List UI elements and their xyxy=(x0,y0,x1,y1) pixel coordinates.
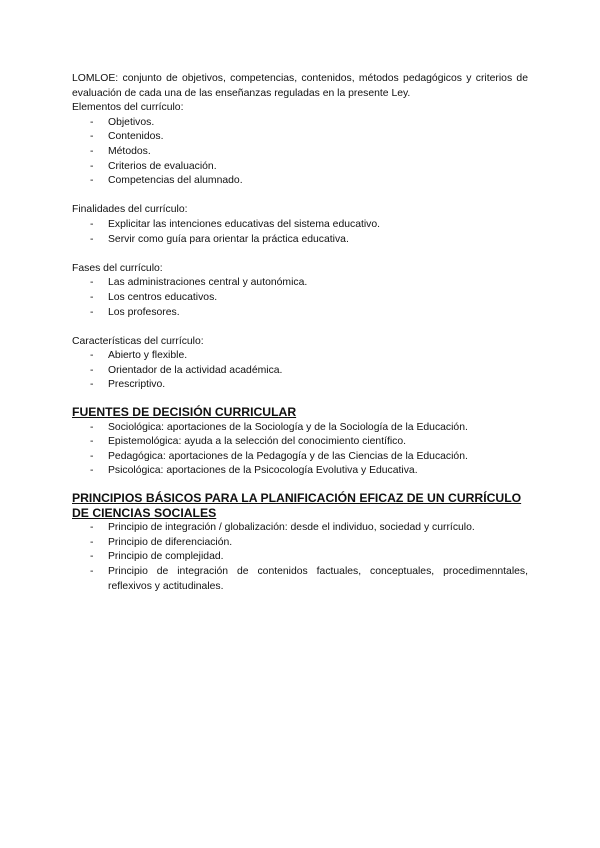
dash-bullet: - xyxy=(90,536,94,548)
dash-bullet: - xyxy=(90,465,94,477)
intro-paragraph: LOMLOE: conjunto de objetivos, competencias, contenidos, métodos pedagógicos y criterios de evaluación de cada una de las enseñanzas reguladas en la presente Ley. xyxy=(72,73,528,99)
list-item: - Psicológica: aportaciones de la Psicocología Evolutiva y Educativa. xyxy=(72,464,528,479)
dash-bullet: - xyxy=(90,175,94,187)
fuentes-heading: FUENTES DE DECISIÓN CURRICULAR xyxy=(72,405,297,420)
principios-list xyxy=(72,521,528,594)
list-item: - Principio de complejidad. xyxy=(72,550,528,565)
dash-bullet: - xyxy=(90,551,94,563)
caracteristicas-list xyxy=(72,349,528,393)
dash-bullet: - xyxy=(90,566,94,577)
list-item: - Los centros educativos. xyxy=(72,291,528,306)
list-item: - Epistemológica: ayuda a la selección del conocimiento científico. xyxy=(72,435,528,450)
list-item: - Orientador de la actividad académica. xyxy=(72,364,528,379)
fases-list xyxy=(72,276,528,320)
elementos-list xyxy=(72,116,528,189)
spacer xyxy=(72,320,528,335)
dash-bullet: - xyxy=(90,218,94,230)
dash-bullet: - xyxy=(90,350,94,362)
fuentes-list xyxy=(72,421,528,479)
fases-title: Fases del currículo: xyxy=(72,262,163,274)
dash-bullet: - xyxy=(90,160,94,172)
list-item: - Las administraciones central y autonómica. xyxy=(72,276,528,291)
list-item: - Abierto y flexible. xyxy=(72,349,528,364)
list-item: - Competencias del alumnado. xyxy=(72,174,528,189)
dash-bullet: - xyxy=(90,116,94,128)
dash-bullet: - xyxy=(90,291,94,303)
principios-heading: PRINCIPIOS BÁSICOS PARA LA PLANIFICACIÓN EFICAZ DE UN CURRÍCULO DE CIENCIAS SOCIALES xyxy=(72,491,522,520)
dash-bullet: - xyxy=(90,364,94,376)
dash-bullet: - xyxy=(90,421,94,433)
list-item: - Objetivos. xyxy=(72,116,528,131)
caracteristicas-title: Características del currículo: xyxy=(72,335,204,347)
spacer xyxy=(72,247,528,262)
document-body xyxy=(72,72,528,594)
dash-bullet: - xyxy=(90,436,94,448)
list-item: - Los profesores. xyxy=(72,306,528,321)
list-item: - Prescriptivo. xyxy=(72,378,528,393)
list-item: - Sociológica: aportaciones de la Sociología y de la Sociología de la Educación. xyxy=(72,421,528,436)
finalidades-title: Finalidades del currículo: xyxy=(72,204,188,216)
dash-bullet: - xyxy=(90,450,94,462)
dash-bullet: - xyxy=(90,306,94,318)
list-item: - Pedagógica: aportaciones de la Pedagogía y de las Ciencias de la Educación. xyxy=(72,450,528,465)
spacer xyxy=(72,189,528,204)
list-item: - Métodos. xyxy=(72,145,528,160)
dash-bullet: - xyxy=(90,522,94,534)
list-item: - Contenidos. xyxy=(72,130,528,145)
finalidades-list xyxy=(72,218,528,247)
list-item: - Explicitar las intenciones educativas del sistema educativo. xyxy=(72,218,528,233)
dash-bullet: - xyxy=(90,379,94,391)
list-item: - Servir como guía para orientar la práctica educativa. xyxy=(72,233,528,248)
list-item: - Principio de integración de contenidos factuales, conceptuales, procedimenntales, reflexivos y actitudinales. xyxy=(90,566,528,592)
elementos-title: Elementos del currículo: xyxy=(72,102,184,114)
list-item: - Principio de integración / globalización: desde el individuo, sociedad y currículo. xyxy=(72,521,528,536)
dash-bullet: - xyxy=(90,145,94,157)
dash-bullet: - xyxy=(90,277,94,289)
dash-bullet: - xyxy=(90,131,94,143)
dash-bullet: - xyxy=(90,233,94,245)
list-item: - Criterios de evaluación. xyxy=(72,160,528,175)
list-item: - Principio de diferenciación. xyxy=(72,536,528,551)
